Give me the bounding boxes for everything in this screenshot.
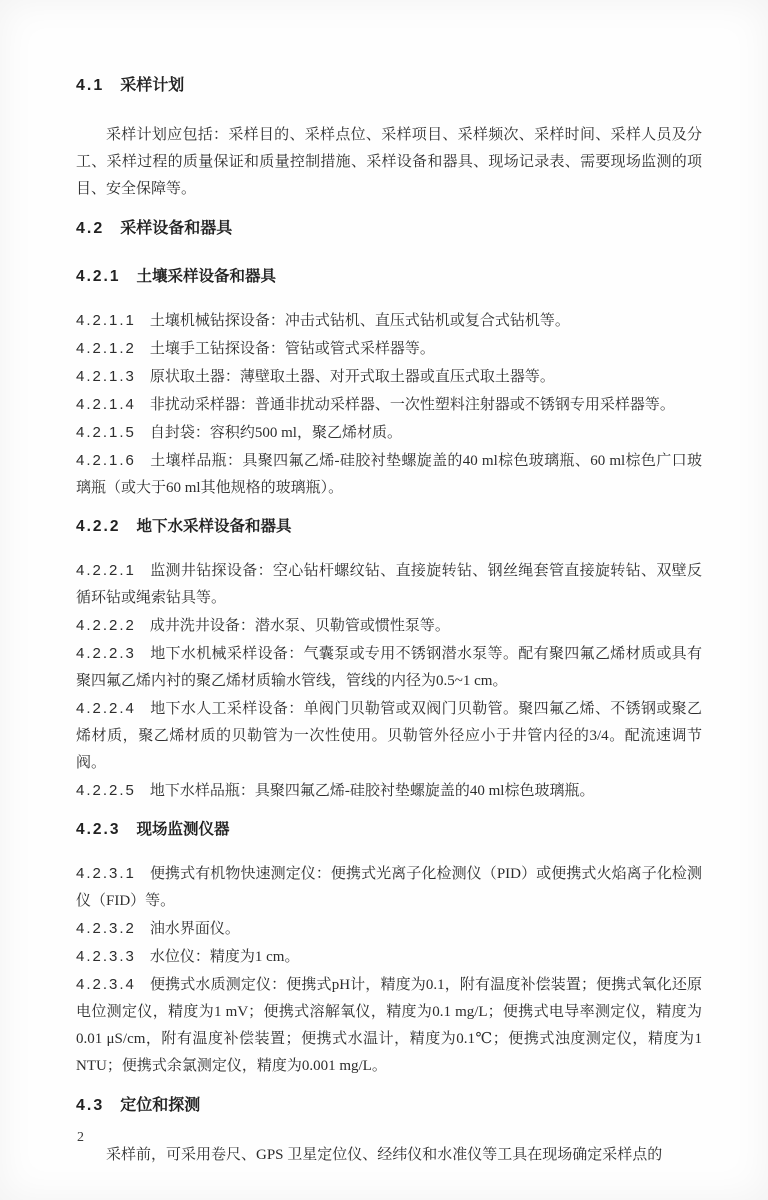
clause-number: 4.2.1.4 [76,396,136,413]
clause-number: 4.2.3.2 [76,920,136,937]
clause-text: 土壤机械钻探设备：冲击式钻机、直压式钻机或复合式钻机等。 [149,313,570,329]
section-title: 地下水采样设备和器具 [136,518,292,535]
clause-text: 非扰动采样器：普通非扰动采样器、一次性塑料注射器或不锈钢专用采样器等。 [149,397,675,413]
clause-4.2.2.2 [76,612,702,640]
clause-4.2.1.1 [76,307,702,335]
clause-text: 油水界面仪。 [149,921,240,937]
section-title: 定位和探测 [120,1097,201,1114]
clause-4.2.2.1 [76,557,702,612]
section-number: 4.2.2 [76,518,121,535]
clause-4.2.2.4 [76,695,702,777]
clause-text: 水位仪：精度为1 cm。 [149,949,300,965]
clause-number: 4.2.1.6 [76,452,136,469]
section-number: 4.3 [76,1097,105,1114]
section-title: 采样计划 [120,77,185,94]
clause-text: 地下水人工采样设备：单阀门贝勒管或双阀门贝勒管。聚四氟乙烯、不锈钢或聚乙烯材质，聚乙烯材质的贝勒管为一次性使用。贝勒管外径应小于井管内径的3/4。配流速调节阀。 [76,701,702,771]
clause-4.2.1.5 [76,419,702,447]
clause-4.2.3.2 [76,915,702,943]
clause-4.2.3.1 [76,860,702,915]
section-heading-4.3 [76,1094,702,1118]
clause-number: 4.2.2.2 [76,617,136,634]
clause-text: 便携式水质测定仪：便携式pH计，精度为0.1，附有温度补偿装置；便携式氧化还原电位测定仪，精度为1 mV；便携式溶解氧仪，精度为0.1 mg/L；便携式电导率测定仪，精度为0.01 μS/cm，附有温度补偿装置；便携式水温计，精度为0.1℃；便携式浊度测定仪，精度为1 NTU；便携式余氯测定仪，精度为0.001 mg/L。 [76,977,702,1074]
clause-number: 4.2.1.5 [76,424,136,441]
clause-number: 4.2.1.1 [76,312,136,329]
clause-text: 土壤样品瓶：具聚四氟乙烯-硅胶衬垫螺旋盖的40 ml棕色玻璃瓶、60 ml棕色广口玻璃瓶（或大于60 ml其他规格的玻璃瓶）。 [76,453,702,496]
clause-text: 地下水机械采样设备：气囊泵或专用不锈钢潜水泵等。配有聚四氟乙烯材质或具有聚四氟乙烯内衬的聚乙烯材质输水管线，管线的内径为0.5~1 cm。 [76,646,702,689]
clause-4.2.1.3 [76,363,702,391]
page-number: 2 [77,1130,84,1145]
clause-4.2.2.3 [76,640,702,695]
section-number: 4.2 [76,220,105,237]
clause-4.2.3.3 [76,943,702,971]
section-heading-4.2 [76,217,702,241]
clause-number: 4.2.2.3 [76,645,136,662]
section-title: 采样设备和器具 [120,220,233,237]
clause-4.2.3.4 [76,971,702,1080]
clause-number: 4.2.3.1 [76,865,136,882]
clause-4.2.2.5 [76,777,702,805]
clause-text: 原状取土器：薄壁取土器、对开式取土器或直压式取土器等。 [149,369,555,385]
section-title: 土壤采样设备和器具 [136,268,276,285]
section-heading-4.2.2 [76,515,702,539]
clause-text: 成井洗井设备：潜水泵、贝勒管或惯性泵等。 [149,618,450,634]
section-heading-4.2.1 [76,265,702,289]
clause-number: 4.2.1.2 [76,340,136,357]
section-number: 4.1 [76,77,105,94]
clause-text: 监测井钻探设备：空心钻杆螺纹钻、直接旋转钻、钢丝绳套管直接旋转钻、双壁反循环钻或绳索钻具等。 [76,563,702,606]
clause-number: 4.2.2.5 [76,782,136,799]
clause-number: 4.2.2.1 [76,562,136,579]
section-title: 现场监测仪器 [136,821,230,838]
clause-4.2.1.2 [76,335,702,363]
clause-text: 自封袋：容积约500 ml，聚乙烯材质。 [149,425,402,441]
clause-text: 地下水样品瓶：具聚四氟乙烯-硅胶衬垫螺旋盖的40 ml棕色玻璃瓶。 [149,783,595,799]
clause-number: 4.2.2.4 [76,700,136,717]
section-number: 4.2.1 [76,268,121,285]
clause-number: 4.2.1.3 [76,368,136,385]
paragraph: 采样前，可采用卷尺、GPS 卫星定位仪、经纬仪和水准仪等工具在现场确定采样点的 [106,1147,663,1163]
clause-4.2.1.4 [76,391,702,419]
clause-4.2.1.6 [76,447,702,502]
clause-text: 便携式有机物快速测定仪：便携式光离子化检测仪（PID）或便携式火焰离子化检测仪（FID）等。 [76,866,702,909]
section-heading-4.1 [76,74,702,98]
clause-number: 4.2.3.3 [76,948,136,965]
section-number: 4.2.3 [76,821,121,838]
paragraph: 采样计划应包括：采样目的、采样点位、采样项目、采样频次、采样时间、采样人员及分工、采样过程的质量保证和质量控制措施、采样设备和器具、现场记录表、需要现场监测的项目、安全保障等。 [76,127,702,197]
clause-number: 4.2.3.4 [76,976,136,993]
clause-text: 土壤手工钻探设备：管钻或管式采样器等。 [149,341,435,357]
section-heading-4.2.3 [76,818,702,842]
